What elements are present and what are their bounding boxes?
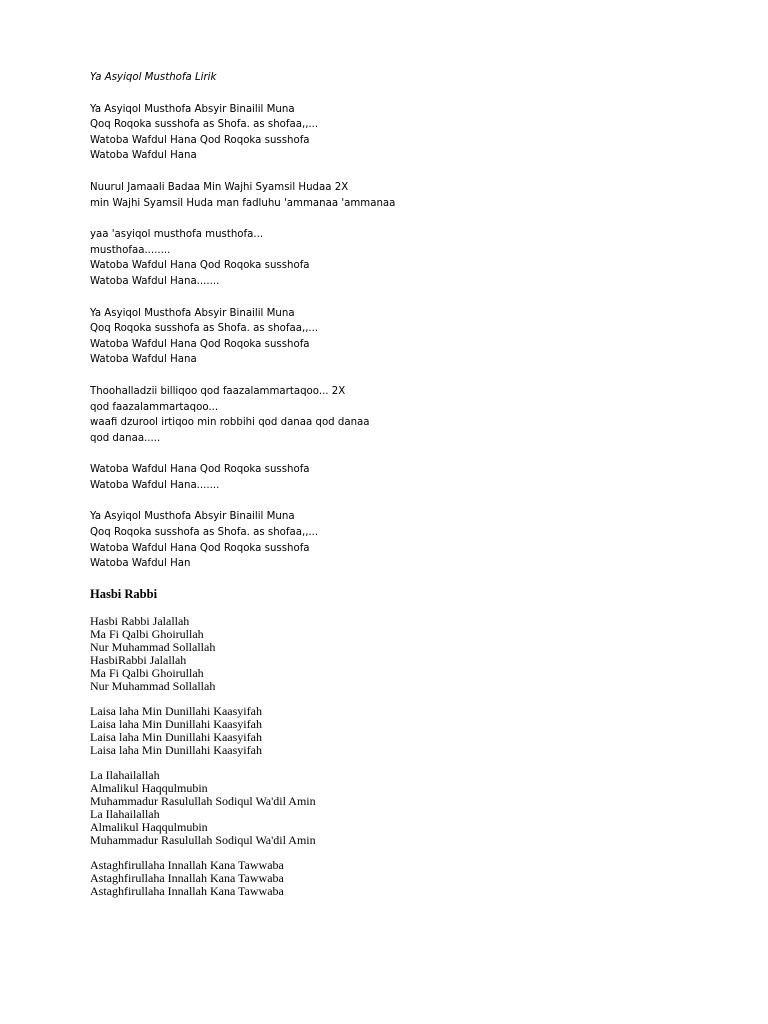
lyric-line: Ya Asyiqol Musthofa Absyir Binailil Muna bbox=[90, 511, 295, 523]
lyric-line: Laisa laha Min Dunillahi Kaasyifah bbox=[90, 742, 262, 757]
verse bbox=[90, 769, 730, 847]
lyric-line: Hasbi Rabbi Jalallah bbox=[90, 613, 190, 628]
song-title: Ya Asyiqol Musthofa Lirik bbox=[90, 72, 217, 83]
verse bbox=[90, 509, 730, 571]
song-verses bbox=[90, 615, 730, 898]
lyric-line: Watoba Wafdul Hana Qod Roqoka susshofa bbox=[90, 134, 310, 146]
verse bbox=[90, 859, 730, 898]
lyric-line: musthofaa........ bbox=[90, 244, 171, 256]
song-heading: Hasbi Rabbi bbox=[90, 586, 158, 601]
lyric-line: Astaghfirullaha Innallah Kana Tawwaba bbox=[90, 870, 284, 885]
lyric-line: Ya Asyiqol Musthofa Absyir Binailil Muna bbox=[90, 307, 295, 319]
lyric-line: Watoba Wafdul Hana....... bbox=[90, 275, 220, 287]
verse bbox=[90, 306, 730, 368]
lyric-line: Nur Muhammad Sollallah bbox=[90, 678, 216, 693]
lyric-line: Almalikul Haqqulmubin bbox=[90, 780, 208, 795]
lyric-line: Qoq Roqoka susshofa as Shofa. as shofaa,,... bbox=[90, 323, 319, 335]
lyric-line: yaa 'asyiqol musthofa musthofa... bbox=[90, 229, 264, 241]
song-ya-asyiqol bbox=[90, 70, 730, 572]
lyric-line: HasbiRabbi Jalallah bbox=[90, 652, 187, 667]
lyric-line: Laisa laha Min Dunillahi Kaasyifah bbox=[90, 729, 262, 744]
lyric-line: Muhammadur Rasulullah Sodiqul Wa'dil Amin bbox=[90, 793, 316, 808]
lyric-line: Astaghfirullaha Innallah Kana Tawwaba bbox=[90, 883, 284, 898]
lyric-line: La Ilahailallah bbox=[90, 806, 160, 821]
lyric-line: Astaghfirullaha Innallah Kana Tawwaba bbox=[90, 857, 284, 872]
lyric-line: La Ilahailallah bbox=[90, 767, 160, 782]
lyric-line: Watoba Wafdul Hana bbox=[90, 354, 197, 366]
lyric-line: qod faazalammartaqoo... bbox=[90, 401, 219, 413]
song-verses bbox=[90, 102, 730, 572]
verse bbox=[90, 615, 730, 693]
lyric-line: Watoba Wafdul Han bbox=[90, 558, 191, 570]
song-hasbi-rabbi bbox=[90, 588, 730, 898]
verse bbox=[90, 384, 730, 446]
lyric-line: Watoba Wafdul Hana Qod Roqoka susshofa bbox=[90, 260, 310, 272]
lyric-line: Almalikul Haqqulmubin bbox=[90, 819, 208, 834]
verse bbox=[90, 705, 730, 757]
lyric-line: waafi dzurool irtiqoo min robbihi qod danaa qod danaa bbox=[90, 417, 370, 429]
lyric-line: Nuurul Jamaali Badaa Min Wajhi Syamsil Hudaa 2X bbox=[90, 181, 349, 193]
lyric-line: Laisa laha Min Dunillahi Kaasyifah bbox=[90, 716, 262, 731]
lyric-line: Laisa laha Min Dunillahi Kaasyifah bbox=[90, 703, 262, 718]
document-page bbox=[90, 70, 730, 910]
lyric-line: Ma Fi Qalbi Ghoirullah bbox=[90, 665, 204, 680]
verse bbox=[90, 462, 730, 493]
lyric-line: Qoq Roqoka susshofa as Shofa. as shofaa,,... bbox=[90, 527, 319, 539]
lyric-line: Thoohalladzii billiqoo qod faazalammartaqoo... 2X bbox=[90, 385, 346, 397]
verse bbox=[90, 227, 730, 289]
verse bbox=[90, 102, 730, 164]
lyric-line: min Wajhi Syamsil Huda man fadluhu 'ammanaa 'ammanaa bbox=[90, 197, 396, 209]
lyric-line: Qoq Roqoka susshofa as Shofa. as shofaa,,... bbox=[90, 119, 319, 131]
lyric-line: Watoba Wafdul Hana Qod Roqoka susshofa bbox=[90, 338, 310, 350]
lyric-line: Watoba Wafdul Hana Qod Roqoka susshofa bbox=[90, 542, 310, 554]
lyric-line: Watoba Wafdul Hana Qod Roqoka susshofa bbox=[90, 464, 310, 476]
lyric-line: Watoba Wafdul Hana bbox=[90, 150, 197, 162]
lyric-line: qod danaa..... bbox=[90, 432, 161, 444]
verse bbox=[90, 180, 730, 211]
lyric-line: Muhammadur Rasulullah Sodiqul Wa'dil Amin bbox=[90, 832, 316, 847]
lyric-line: Nur Muhammad Sollallah bbox=[90, 639, 216, 654]
lyric-line: Ya Asyiqol Musthofa Absyir Binailil Muna bbox=[90, 103, 295, 115]
lyric-line: Watoba Wafdul Hana....... bbox=[90, 479, 220, 491]
lyric-line: Ma Fi Qalbi Ghoirullah bbox=[90, 626, 204, 641]
